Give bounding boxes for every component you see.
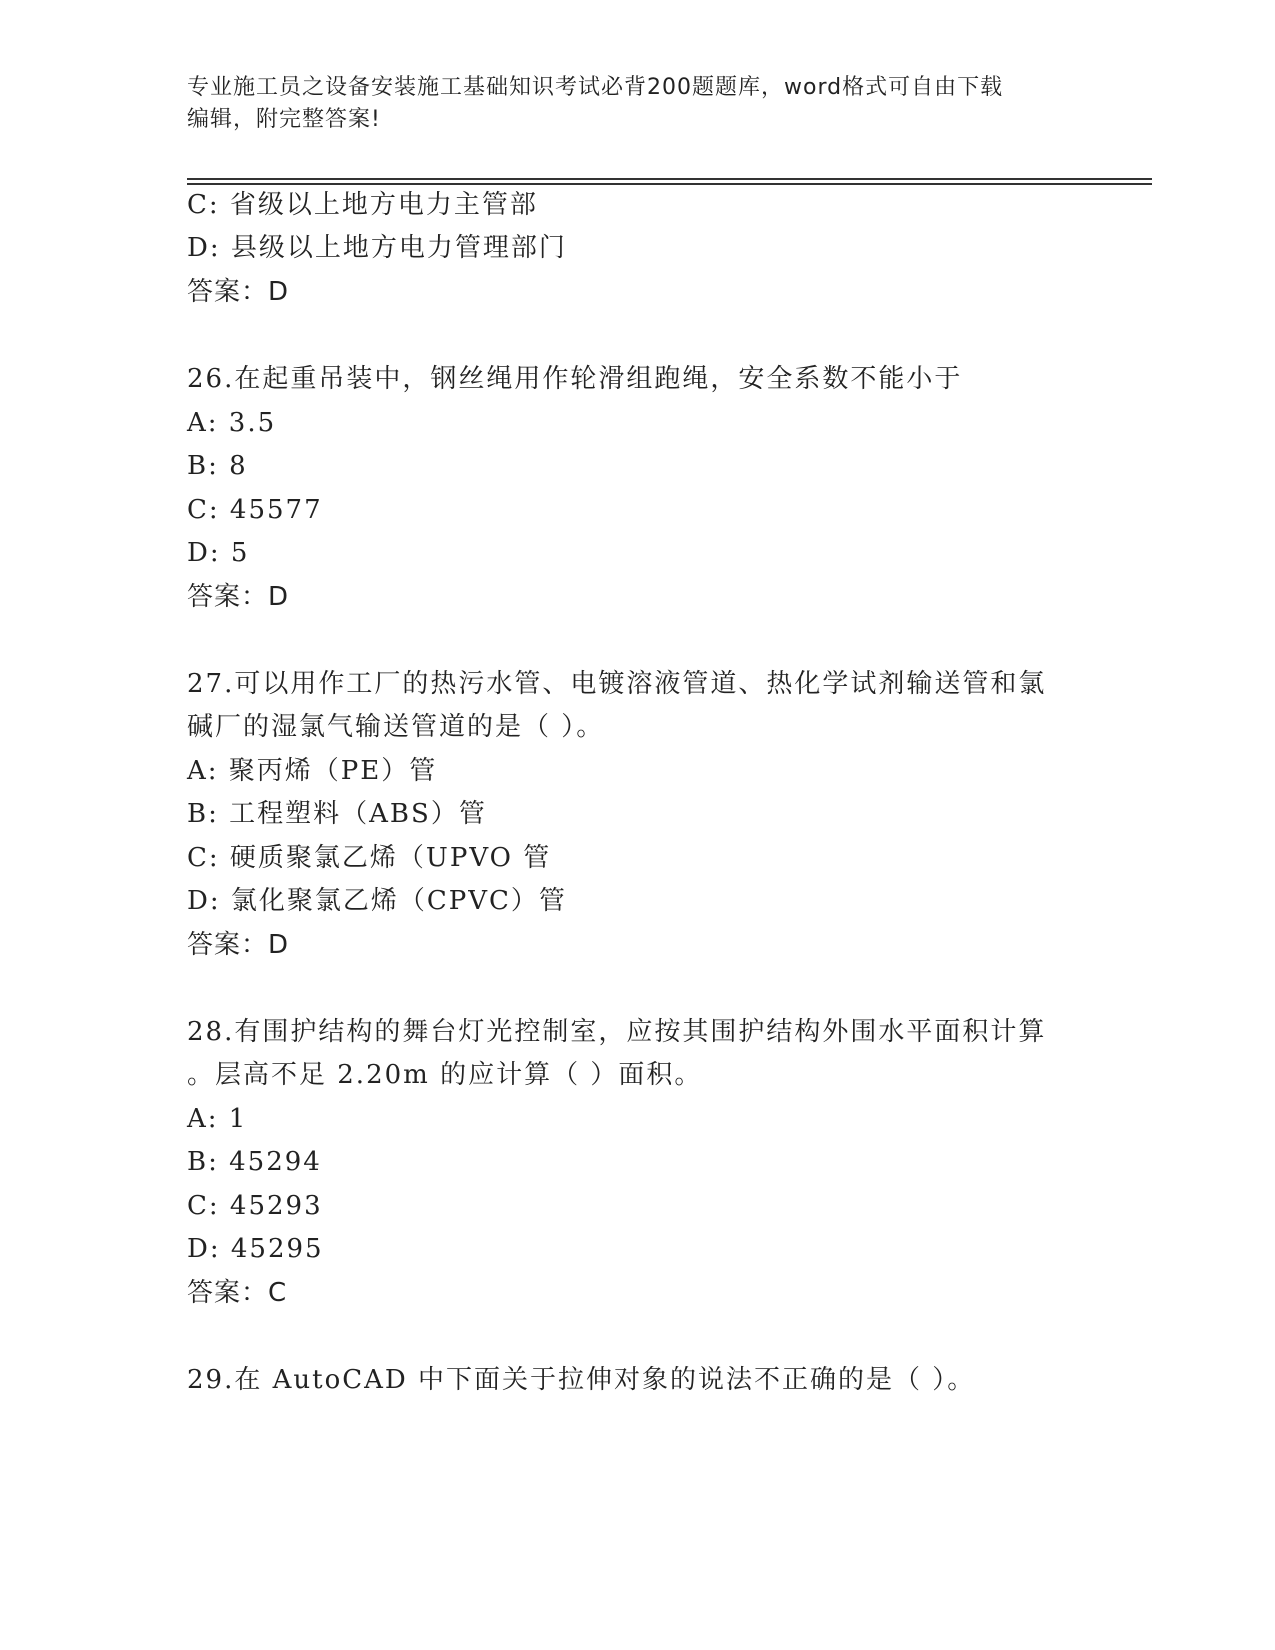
option-b: B: 工程塑料（ABS）管 — [187, 799, 487, 829]
document-header — [187, 72, 1067, 136]
option-b: B: 8 — [187, 451, 248, 481]
answer-line: 答案：D — [187, 582, 290, 612]
question-28-text-line-1: 28.有围护结构的舞台灯光控制室，应按其围护结构外围水平面积计算 — [187, 1017, 1047, 1047]
question-26-text: 26.在起重吊装中，钢丝绳用作轮滑组跑绳，安全系数不能小于 — [187, 364, 963, 394]
option-d: D: 县级以上地方电力管理部门 — [187, 233, 567, 263]
answer-line: 答案：D — [187, 930, 290, 960]
option-c: C: 省级以上地方电力主管部 — [187, 190, 538, 220]
option-c: C: 45293 — [187, 1191, 323, 1221]
answer-line: 答案：D — [187, 277, 290, 307]
answer-line: 答案：C — [187, 1278, 288, 1308]
option-a: A: 1 — [187, 1104, 248, 1134]
option-c: C: 硬质聚氯乙烯（UPVO 管 — [187, 843, 552, 873]
question-27-text-line-2: 碱厂的湿氯气输送管道的是（ ）。 — [187, 712, 605, 742]
option-d: D: 氯化聚氯乙烯（CPVC）管 — [187, 886, 567, 916]
option-d: D: 45295 — [187, 1234, 324, 1264]
header-title-line-2: 编辑，附完整答案! — [187, 107, 381, 132]
header-title-line-1: 专业施工员之设备安装施工基础知识考试必背200题题库，word格式可自由下载 — [187, 75, 1004, 100]
option-d: D: 5 — [187, 538, 250, 568]
question-28-text-line-2: 。层高不足 2.20m 的应计算（ ）面积。 — [187, 1060, 703, 1090]
header-divider-top — [187, 178, 1152, 180]
header-divider-bottom — [187, 183, 1152, 185]
option-c: C: 45577 — [187, 495, 323, 525]
question-27-text-line-1: 27.可以用作工厂的热污水管、电镀溶液管道、热化学试剂输送管和氯 — [187, 669, 1047, 699]
question-29-text: 29.在 AutoCAD 中下面关于拉伸对象的说法不正确的是（ ）。 — [187, 1365, 976, 1395]
option-b: B: 45294 — [187, 1147, 322, 1177]
option-a: A: 3.5 — [187, 408, 277, 438]
option-a: A: 聚丙烯（PE）管 — [187, 756, 438, 786]
